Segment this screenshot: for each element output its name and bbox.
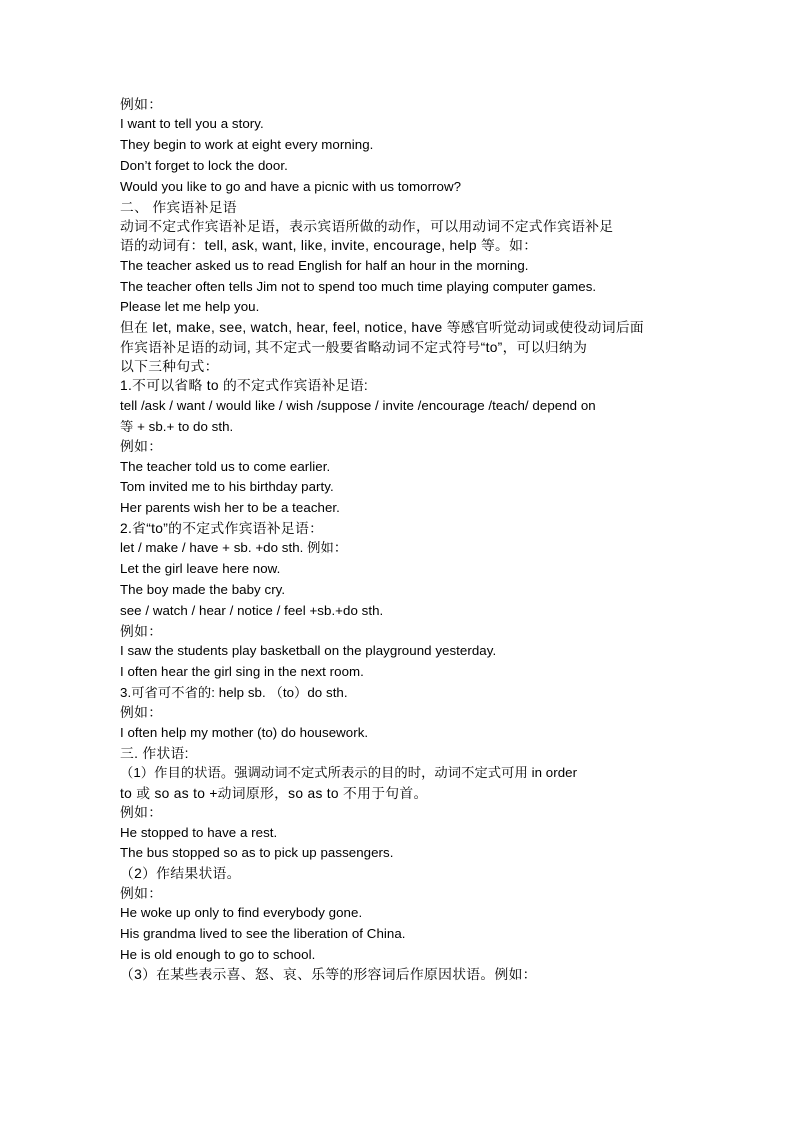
text-line: 等 + sb.+ to do sth. <box>120 418 234 434</box>
text-line: 例如： <box>120 623 163 639</box>
text-line: I often hear the girl sing in the next room. <box>120 663 364 679</box>
text-line: Don’t forget to lock the door. <box>120 157 288 173</box>
text-line: 但在 let, make, see, watch, hear, feel, notice, have 等感官听觉动词或使役动词后面 <box>120 320 645 336</box>
text-line: Tom invited me to his birthday party. <box>120 479 334 495</box>
text-line: （3）在某些表示喜、怒、哀、乐等的形容词后作原因状语。例如： <box>120 967 537 983</box>
text-line: The teacher asked us to read English for half an hour in the morning. <box>120 257 529 273</box>
text-line: 3.可省可不省的: help sb. （to）do sth. <box>120 684 348 700</box>
text-line: see / watch / hear / notice / feel +sb.+do sth. <box>120 602 384 618</box>
text-line: His grandma lived to see the liberation of China. <box>120 925 406 941</box>
text-line: 例如： <box>120 805 163 821</box>
text-line: 例如： <box>120 97 163 112</box>
text-line: （1）作目的状语。强调动词不定式所表示的目的时，动词不定式可用 in order <box>120 765 578 781</box>
document-body <box>120 95 680 985</box>
text-line: （2）作结果状语。 <box>120 866 241 882</box>
document-page <box>120 95 680 985</box>
text-line: Let the girl leave here now. <box>120 561 281 577</box>
text-line: I often help my mother (to) do housework. <box>120 724 369 740</box>
text-line: The boy made the baby cry. <box>120 582 286 598</box>
text-line: He is old enough to go to school. <box>120 946 316 962</box>
text-line: He stopped to have a rest. <box>120 824 278 840</box>
text-line: Her parents wish her to be a teacher. <box>120 500 340 516</box>
text-line: I saw the students play basketball on the playground yesterday. <box>120 643 497 659</box>
text-line: He woke up only to find everybody gone. <box>120 904 363 920</box>
text-line: let / make / have + sb. +do sth. 例如： <box>120 540 348 556</box>
text-line: They begin to work at eight every morning. <box>120 137 374 153</box>
text-line: 例如： <box>120 439 163 455</box>
text-line: Would you like to go and have a picnic with us tomorrow? <box>120 178 462 194</box>
text-line: 例如： <box>120 705 163 721</box>
text-line: Please let me help you. <box>120 299 260 315</box>
text-line: The teacher often tells Jim not to spend too much time playing computer games. <box>120 278 597 294</box>
text-line: The bus stopped so as to pick up passengers. <box>120 845 394 861</box>
text-line: 2.省“to”的不定式作宾语补足语： <box>120 521 324 537</box>
text-line: 三. 作状语: <box>120 745 189 761</box>
text-line: 作宾语补足语的动词, 其不定式一般要省略动词不定式符号“to”，可以归纳为 <box>120 339 588 355</box>
text-line: 动词不定式作宾语补足语，表示宾语所做的动作，可以用动词不定式作宾语补足 <box>120 218 614 234</box>
text-line: 以下三种句式： <box>120 358 219 374</box>
text-line: The teacher told us to come earlier. <box>120 458 331 474</box>
text-line: 语的动词有：tell, ask, want, like, invite, encourage, help 等。如： <box>120 238 538 254</box>
text-line: I want to tell you a story. <box>120 116 264 132</box>
text-line: 1.不可以省略 to 的不定式作宾语补足语: <box>120 378 369 394</box>
text-line: 二、 作宾语补足语 <box>120 199 237 215</box>
text-line: 例如： <box>120 885 163 901</box>
text-line: to 或 so as to +动词原形，so as to 不用于句首。 <box>120 785 428 801</box>
text-line: tell /ask / want / would like / wish /suppose / invite /encourage /teach/ depend on <box>120 397 596 413</box>
